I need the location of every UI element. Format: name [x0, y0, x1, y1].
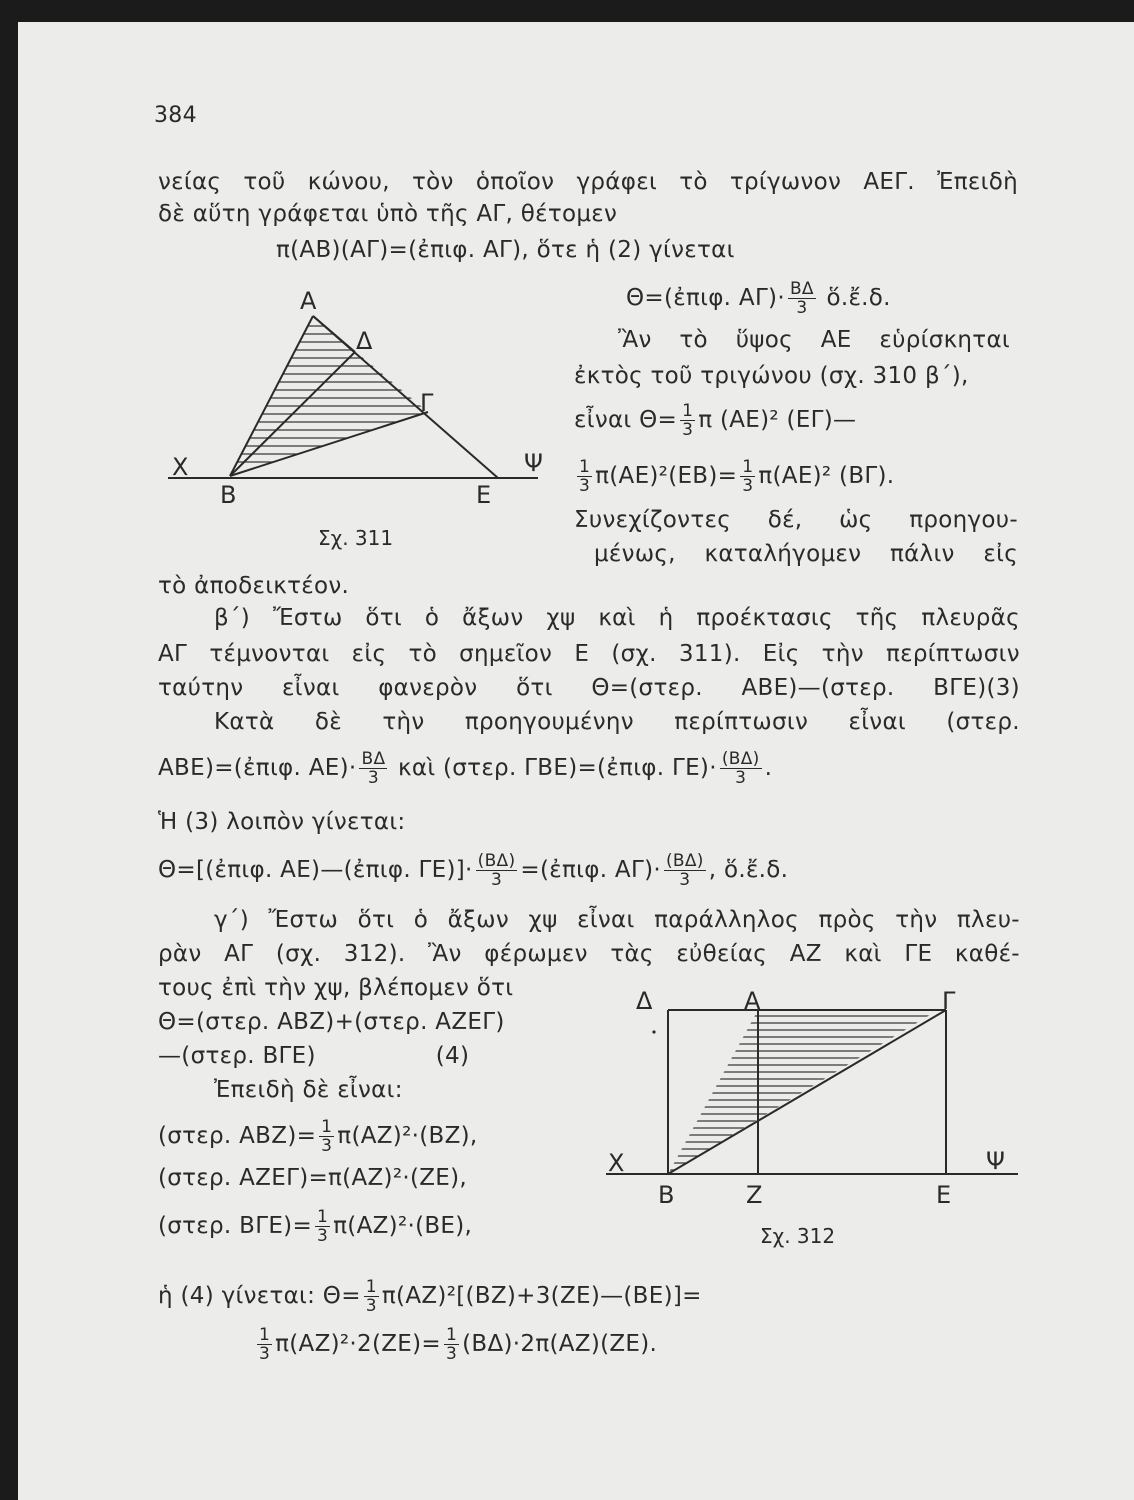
text-line-11: τὸ ἀποδεικτέον. — [158, 573, 350, 599]
text-line-9: Συνεχίζοντες δέ, ὡς προηγου- — [574, 507, 1018, 533]
text-line-5: Ἂν τὸ ὕψος ΑΕ εὑρίσκηται — [618, 327, 1010, 353]
text-line-15: Κατὰ δὲ τὴν προηγουμένην περίπτωσιν εἶναι (στερ. — [214, 709, 1020, 735]
fig312-label-B: Β — [658, 1181, 675, 1209]
book-page — [18, 22, 1134, 1500]
equation-line-27: (στερ. ΒΓΕ)= $\frac{1}{3}$ π(ΑΖ)²·(ΒΕ), — [158, 1207, 473, 1246]
figure-312-caption: Σχ. 312 — [760, 1224, 836, 1248]
fig311-label-Psi: Ψ — [524, 449, 543, 477]
equation-line-7: εἶναι Θ= $\frac{1}{3}$ π (ΑΕ)² (ΕΓ)— — [574, 401, 857, 440]
fig312-label-A: Α — [744, 987, 761, 1015]
text-line-20: ρὰν ΑΓ (σχ. 312). Ἂν φέρωμεν τὰς εὐθείας ΑΖ καὶ ΓΕ καθέ- — [158, 941, 1020, 967]
equation-line-29: $\frac{1}{3}$ π(ΑΖ)²·2(ΖΕ)= $\frac{1}{3}$ (ΒΔ)·2π(ΑΖ)(ΖΕ). — [259, 1325, 658, 1364]
equation-line-23: —(στερ. ΒΓΕ) (4) — [158, 1043, 470, 1069]
text-line-14: ταύτην εἶναι φανερὸν ὅτι Θ=(στερ. ΑΒΕ)—(στερ. ΒΓΕ)(3) — [158, 675, 1020, 701]
text-line-13: ΑΓ τέμνονται εἰς τὸ σημεῖον Ε (σχ. 311). Εἰς τὴν περίπτωσιν — [158, 641, 1020, 667]
fig311-label-A: Α — [300, 287, 317, 315]
fig312-label-Z: Ζ — [746, 1181, 763, 1209]
fig312-label-G: Γ — [942, 987, 956, 1015]
equation-line-4: Θ=(ἐπιφ. ΑΓ)· $\frac{B\Delta}{3}$ ὅ.ἔ.δ. — [626, 279, 891, 318]
fig311-label-B: Β — [220, 481, 237, 509]
equation-line-25: (στερ. ΑΒΖ)= $\frac{1}{3}$ π(ΑΖ)²·(ΒΖ), — [158, 1117, 478, 1156]
equation-line-3: π(ΑΒ)(ΑΓ)=(ἐπιφ. ΑΓ), ὅτε ἡ (2) γίνεται — [276, 237, 735, 263]
text-line-24: Ἐπειδὴ δὲ εἶναι: — [214, 1077, 403, 1103]
fig312-label-Psi: Ψ — [986, 1147, 1005, 1175]
text-line-10: μένως, καταλήγομεν πάλιν εἰς — [594, 541, 1018, 567]
fig312-label-D: Δ — [636, 987, 653, 1015]
text-line-21: τους ἐπὶ τὴν χψ, βλέπομεν ὅτι — [158, 975, 514, 1001]
equation-line-22: Θ=(στερ. ΑΒΖ)+(στερ. ΑΖΕΓ) — [158, 1009, 505, 1035]
equation-line-28: ἡ (4) γίνεται: Θ= $\frac{1}{3}$ π(ΑΖ)²[(ΒΖ)+3(ΖΕ)—(ΒΕ)]= — [158, 1277, 702, 1316]
text-line-19: γ΄) Ἔστω ὅτι ὁ ἄξων χψ εἶναι παράλληλος πρὸς τὴν πλευ- — [214, 907, 1020, 933]
fig311-label-G: Γ — [420, 389, 434, 417]
equation-line-16: ΑΒΕ)=(ἐπιφ. ΑΕ)· $\frac{B\Delta}{3}$ καὶ (στερ. ΓΒΕ)=(ἐπιφ. ΓΕ)· $\frac{(B\Delta)}{3}$ . — [158, 749, 773, 788]
equation-line-26: (στερ. ΑΖΕΓ)=π(ΑΖ)²·(ΖΕ), — [158, 1165, 467, 1191]
text-line-2: δὲ αὕτη γράφεται ὑπὸ τῆς ΑΓ, θέτομεν — [158, 201, 618, 227]
fig311-label-D: Δ — [356, 327, 373, 355]
fig311-label-X: Χ — [172, 453, 189, 481]
equation-line-18: Θ=[(ἐπιφ. ΑΕ)—(ἐπιφ. ΓΕ)]· $\frac{(B\Delta)}{3}$ =(ἐπιφ. ΑΓ)· $\frac{(B\Delta)}{3}$ , ὅ.ἔ.δ. — [158, 851, 789, 890]
fig311-label-E: Ε — [476, 481, 492, 509]
text-line-17: Ἡ (3) λοιπὸν γίνεται: — [158, 809, 406, 835]
figure-312-drawing — [598, 1002, 1038, 1202]
text-line-1: νείας τοῦ κώνου, τὸν ὁποῖον γράφει τὸ τρίγωνον ΑΕΓ. Ἐπειδὴ — [158, 169, 1018, 195]
fraction-bd-over-3: $\frac{B\Delta}{3}$ — [789, 279, 814, 318]
fig312-label-X: Χ — [608, 1149, 625, 1177]
figure-311-caption: Σχ. 311 — [318, 526, 394, 550]
page-number: 384 — [154, 103, 197, 128]
text-line-12: β΄) Ἔστω ὅτι ὁ ἄξων χψ καὶ ἡ προέκτασις τῆς πλευρᾶς — [214, 605, 1020, 631]
equation-line-8: $\frac{1}{3}$ π(ΑΕ)²(ΕΒ)= $\frac{1}{3}$ π(ΑΕ)² (ΒΓ). — [579, 457, 895, 496]
fig312-label-E: Ε — [936, 1181, 952, 1209]
text-line-6: ἐκτὸς τοῦ τριγώνου (σχ. 310 β΄), — [574, 363, 969, 389]
